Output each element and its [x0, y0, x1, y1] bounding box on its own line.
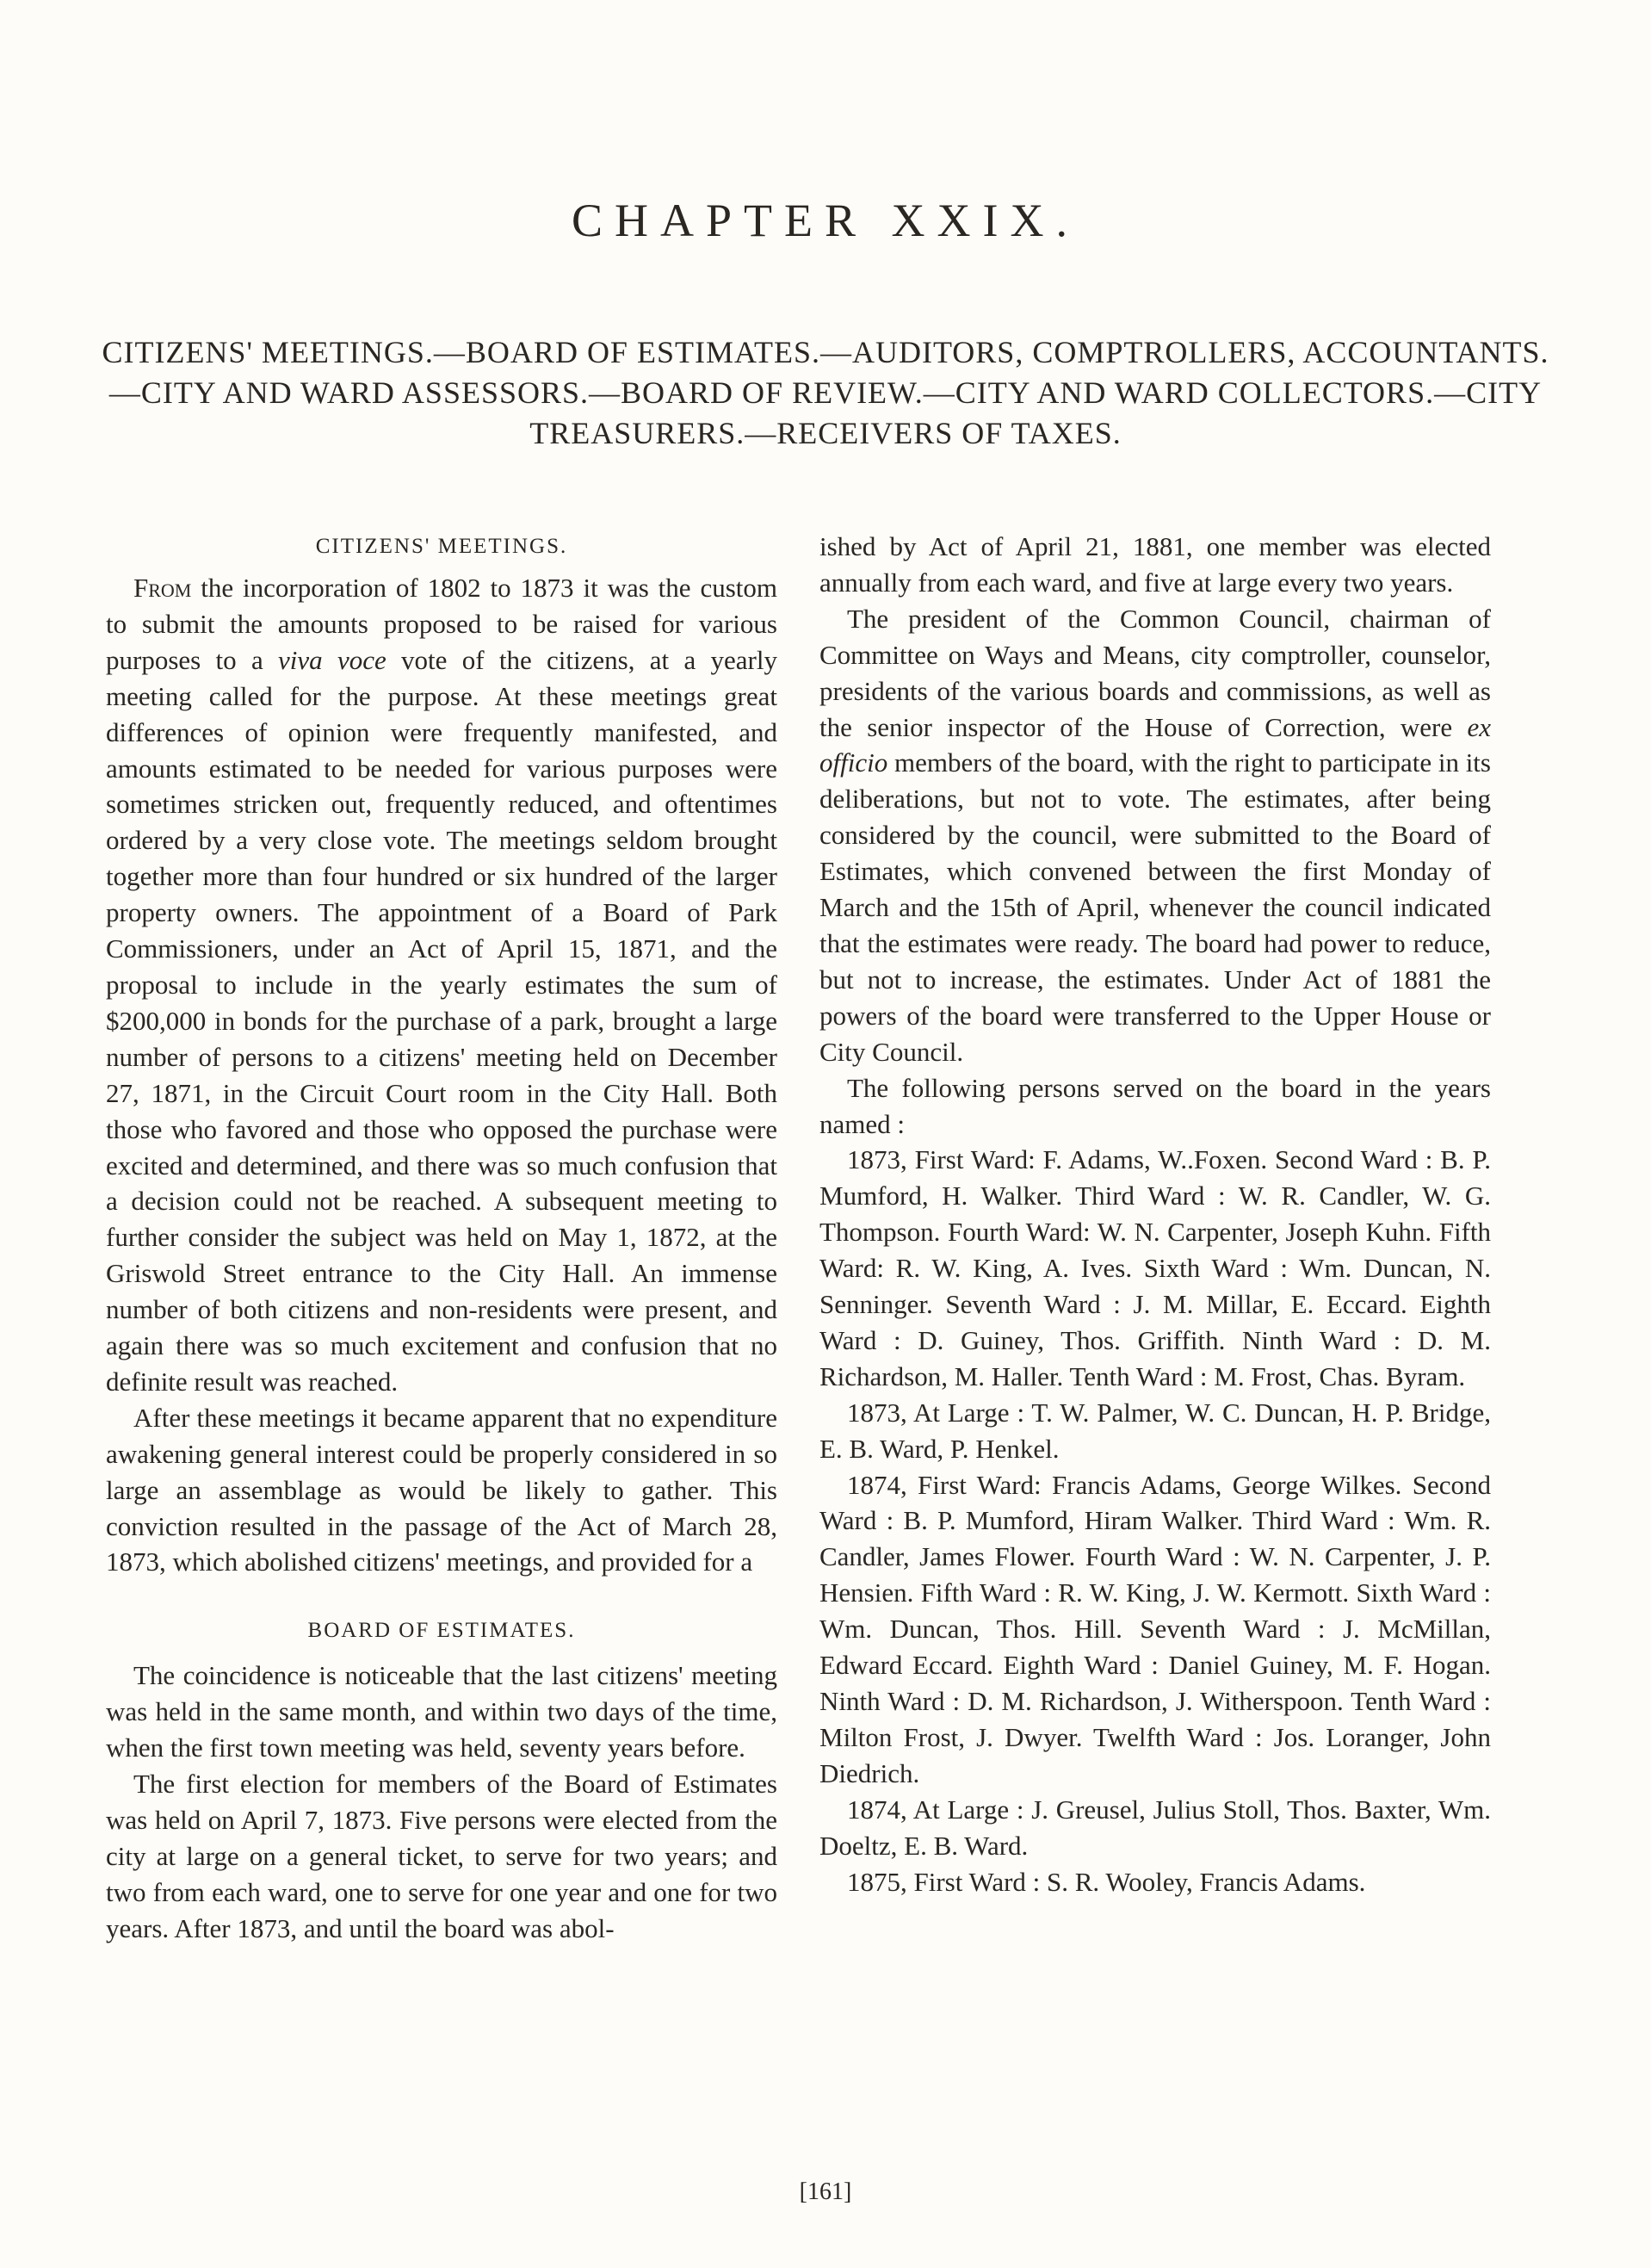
italic-phrase: ex officio [819, 711, 1491, 778]
paragraph: 1874, At Large : J. Greusel, Julius Stoll, Thos. Baxter, Wm. Doeltz, E. B. Ward. [819, 1794, 1491, 1861]
right-column [819, 529, 1491, 1899]
chapter-title: CHAPTER XXIX. [571, 195, 1079, 246]
paragraph [106, 570, 777, 1400]
left-column [106, 529, 777, 1947]
paragraph: ished by Act of April 21, 1881, one member was elected annually from each ward, and five at large every two years. [819, 531, 1491, 598]
paragraph: 1873, At Large : T. W. Palmer, W. C. Duncan, H. P. Bridge, E. B. Ward, P. Henkel. [819, 1397, 1491, 1464]
text-run: members of the board, with the right to participate in its deliberations, but not to vote. The estimates, after being considered by the council, were submitted to the Board of Estimates, which convened between the first Monday of March and the 15th of April, whenever the council indicated that the estimates were ready. The board had power to reduce, but not to increase, the estimates. Under Act of 1881 the powers of the board were transferred to the Upper House or City Council. [819, 747, 1491, 1067]
paragraph: After these meetings it became apparent that no expenditure awakening general interest could be properly considered in so large an assemblage as would be likely to gather. This conviction resulted in the passage of the Act of March 28, 1873, which abolished citizens' meetings, and provided for a [106, 1402, 777, 1577]
section-heading-board-of-estimates: BOARD OF ESTIMATES. [307, 1619, 576, 1643]
paragraph: The first election for members of the Board of Estimates was held on April 7, 1873. Five persons were elected from the city at large on a general ticket, to serve for two years; and two from each ward, one to serve for one year and one for two years. After 1873, and until the board was abol- [106, 1769, 777, 1943]
paragraph: The coincidence is noticeable that the last citizens' meeting was held in the same month, and within two days of the time, when the first town meeting was held, seventy years before. [106, 1660, 777, 1763]
section-heading-citizens-meetings: CITIZENS' MEETINGS. [315, 535, 568, 558]
paragraph [819, 601, 1491, 1070]
lead-word: From [133, 573, 192, 603]
text-run: The president of the Common Council, chairman of Committee on Ways and Means, city comptroller, counselor, presidents of the various boards and commissions, as well as the senior inspector of the House of Correction, were [819, 603, 1491, 742]
italic-phrase: viva voce [278, 644, 386, 675]
text-run: the incorporation of 1802 to 1873 it was the custom to submit the amounts proposed to be raised for various purposes to a [106, 573, 777, 675]
page-number: [161] [799, 2178, 852, 2205]
chapter-subtitle: CITIZENS' MEETINGS.—BOARD OF ESTIMATES.—AUDITORS, COMPTROLLERS, ACCOUNTANTS.—CITY AND WARD ASSESSORS.—BOARD OF REVIEW.—CITY AND WARD COLLECTORS.—CITY TREASURERS.—RECEIVERS OF TAXES. [102, 335, 1549, 450]
paragraph: 1874, First Ward: Francis Adams, George Wilkes. Second Ward : B. P. Mumford, Hiram Walker. Third Ward : Wm. R. Candler, James Flower. Fourth Ward : W. N. Carpenter, J. P. Hensien. Fifth Ward : R. W. King, J. W. Kermott. Sixth Ward : Wm. Duncan, Thos. Hill. Seventh Ward : J. McMillan, Edward Eccard. Eighth Ward : Daniel Guiney, M. F. Hogan. Ninth Ward : D. M. Richardson, J. Witherspoon. Tenth Ward : Milton Frost, J. Dwyer. Twelfth Ward : Jos. Loranger, John Diedrich. [819, 1469, 1491, 1788]
paragraph: The following persons served on the board in the years named : [819, 1072, 1491, 1139]
text-run: vote of the citizens, at a yearly meeting called for the purpose. At these meetings great differences of opinion were frequently manifested, and amounts estimated to be needed for various purposes were sometimes stricken out, frequently reduced, and oftentimes ordered by a very close vote. The meetings seldom brought together more than four hundred or six hundred of the larger property owners. The appointment of a Board of Park Commissioners, under an Act of April 15, 1871, and the proposal to include in the yearly estimates the sum of $200,000 in bonds for the purchase of a park, brought a large number of persons to a citizens' meeting held on December 27, 1871, in the Circuit Court room in the City Hall. Both those who favored and those who opposed the purchase were excited and determined, and there was so much confusion that a decision could not be reached. A subsequent meeting to further consider the subject was held on May 1, 1872, at the Griswold Street entrance to the City Hall. An immense number of both citizens and non-residents were present, and again there was so much excitement and confusion that no definite result was reached. [106, 644, 777, 1397]
paragraph: 1875, First Ward : S. R. Wooley, Francis Adams. [847, 1866, 1366, 1897]
paragraph: 1873, First Ward: F. Adams, W..Foxen. Second Ward : B. P. Mumford, H. Walker. Third Ward : W. R. Candler, W. G. Thompson. Fourth Ward: W. N. Carpenter, Joseph Kuhn. Fifth Ward: R. W. King, A. Ives. Sixth Ward : Wm. Duncan, N. Senninger. Seventh Ward : J. M. Millar, E. Eccard. Eighth Ward : D. Guiney, Thos. Griffith. Ninth Ward : D. M. Richardson, M. Haller. Tenth Ward : M. Frost, Chas. Byram. [819, 1144, 1491, 1391]
